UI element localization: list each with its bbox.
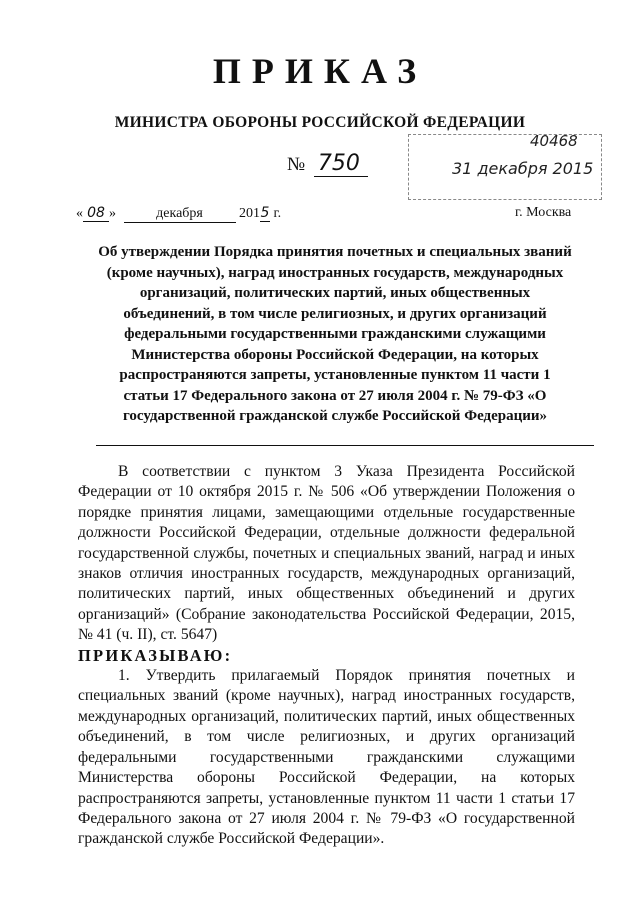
date-close-quote: » [109,206,116,221]
date-year-suffix: г. [273,206,282,221]
document-title: ПРИКАЗ [212,51,428,91]
document-subtitle: МИНИСТРА ОБОРОНЫ РОССИЙСКОЙ ФЕДЕРАЦИИ [114,114,526,131]
handwritten-number: 750 [314,151,368,177]
registration-stamp [400,56,610,206]
heading-divider [96,445,594,446]
stamp-registration-date: 31 декабря 2015 [452,159,594,178]
order-number [287,151,368,177]
date-year-prefix: 201 [239,206,260,221]
date-day: 08 [83,205,109,222]
body-text [78,462,575,850]
preamble-paragraph: В соответствии с пунктом 3 Указа Президента Российской Федерации от 10 октября 2015 г. № 506 «Об утверждении Положения о порядке принятия лицами, замещающими отдельные государственные должности Российской Федерации, отдельные должности федеральной государственной службы, почетных и специальных званий, наград и иных знаков отличия иностранных государств, международных организаций, политических партий, иных общественных объединений и других организаций» (Собрание законодательства Российской Федерации, 2015, № 41 (ч. II), ст. 5647) [78,463,575,644]
order-word: ПРИКАЗЫВАЮ: [78,645,233,665]
place: г. Москва [515,205,572,220]
date-open-quote: « [76,206,83,221]
decree-heading: Об утверждении Порядка принятия почетных и специальных званий (кроме научных), наград иностранных государств, международных организаций, политических партий, иных общественных объединений, в том числе религиозных, и других организаций федеральными государственными гражданскими служащими Министерства обороны Российской Федерации, на которых распространяются запреты, установленные пунктом 11 части 1 статьи 17 Федерального закона от 27 июля 2004 г. № 79-ФЗ «О государственной гражданской службе Российской Федерации» [98,244,572,424]
stamp-registration-number: 40468 [530,132,578,150]
item-1-paragraph: 1. Утвердить прилагаемый Порядок принятия почетных и специальных званий (кроме научных), наград иностранных государств, международных организаций, политических партий, иных общественных объединений, в том числе религиозных, и других организаций федеральными государственными гражданскими служащими Министерства обороны Российской Федерации, на которых распространяются запреты, установленные пунктом 11 части 1 статьи 17 Федерального закона от 27 июля 2004 г. № 79-ФЗ «О государственной гражданской службе Российской Федерации». [78,667,575,848]
date-line [76,205,281,223]
date-month: декабря [124,206,236,223]
number-sign: № [287,154,306,175]
date-year-digit: 5 [260,205,270,221]
